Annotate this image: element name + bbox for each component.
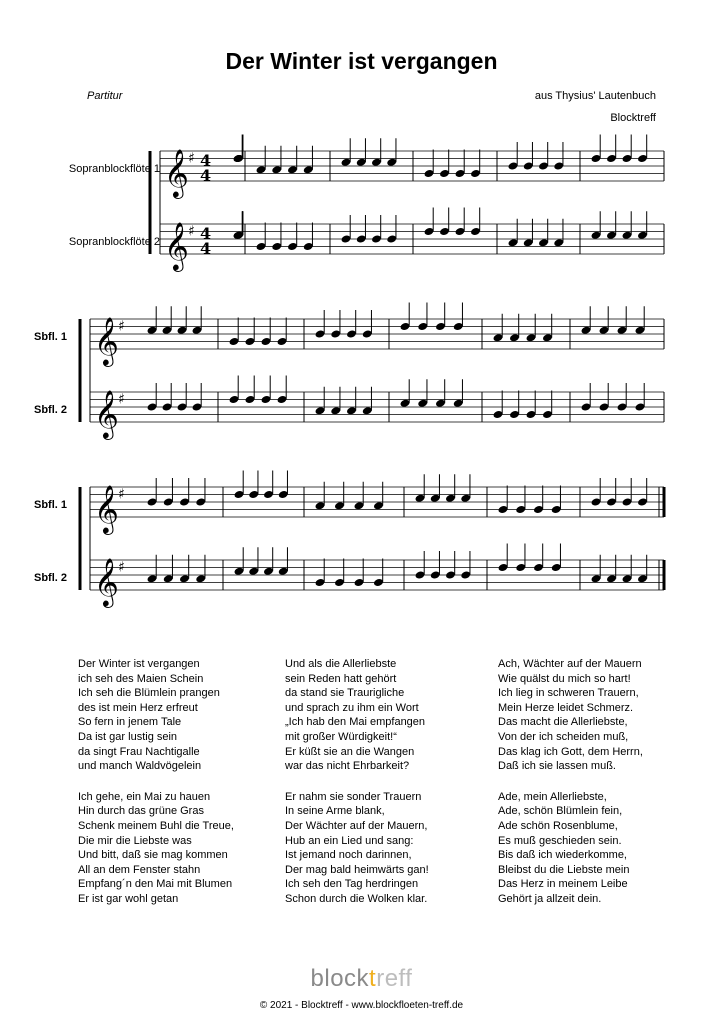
instrument-label: Sopranblockflöte 1 bbox=[68, 163, 160, 175]
time-signature: 4 bbox=[200, 151, 212, 170]
lyric-line: da stand sie Traurigliche bbox=[285, 687, 405, 700]
lyric-line: Bleibst du die Liebste mein bbox=[498, 863, 630, 876]
instrument-label: Sbfl. 1 bbox=[33, 331, 67, 343]
lyrics-stanza bbox=[498, 790, 643, 907]
lyric-line: Gehört ja allzeit dein. bbox=[498, 892, 602, 905]
time-signature: 4 bbox=[200, 166, 212, 185]
treble-clef: 𝄞 bbox=[94, 484, 119, 533]
lyric-line: Ach, Wächter auf der Mauern bbox=[498, 658, 642, 670]
lyric-line: Mein Herze leidet Schmerz. bbox=[498, 701, 634, 714]
lyrics-stanza bbox=[78, 790, 234, 907]
lyric-line: Schenk meinem Buhl die Treue, bbox=[78, 819, 234, 832]
lyric-line: Hub an ein Lied und sang: bbox=[285, 834, 414, 847]
sharp-sign: ♯ bbox=[118, 391, 125, 408]
lyric-line: Ich lieg in schweren Trauern, bbox=[498, 687, 639, 700]
treble-clef: 𝄞 bbox=[94, 316, 119, 365]
sharp-sign: ♯ bbox=[118, 559, 125, 576]
lyric-line: Wie quälst du mich so hart! bbox=[498, 672, 631, 685]
instrument-label: Sbfl. 2 bbox=[33, 404, 67, 416]
lyric-line: Es muß geschieden sein. bbox=[498, 834, 622, 847]
lyric-line: Das Herz in meinem Leibe bbox=[498, 878, 628, 891]
lyrics-stanza bbox=[498, 657, 643, 774]
lyric-line: da singt Frau Nachtigalle bbox=[78, 745, 200, 758]
lyric-line: war das nicht Ehrbarkeit? bbox=[285, 760, 410, 773]
lyric-line: In seine Arme blank, bbox=[285, 805, 385, 818]
blocktreff-logo: blocktreff bbox=[310, 965, 413, 992]
lyric-line: Das klag ich Gott, dem Herrn, bbox=[498, 745, 643, 758]
lyric-line: Er küßt sie an die Wangen bbox=[285, 745, 415, 758]
treble-clef: 𝄞 bbox=[94, 557, 119, 606]
sharp-sign: ♯ bbox=[188, 150, 195, 167]
lyrics-stanza bbox=[78, 657, 234, 774]
lyric-line: Ist jemand noch darinnen, bbox=[285, 849, 412, 862]
page-title: Der Winter ist vergangen bbox=[225, 48, 498, 74]
lyric-line: und sprach zu ihm ein Wort bbox=[285, 701, 419, 714]
lyric-line: So fern in jenem Tale bbox=[78, 716, 182, 729]
lyric-line: ich seh des Maien Schein bbox=[78, 672, 204, 685]
lyric-line: Schon durch die Wolken klar. bbox=[285, 892, 428, 905]
lyrics-stanza bbox=[285, 657, 429, 774]
lyric-line: Empfang´n den Mai mit Blumen bbox=[78, 878, 233, 891]
lyric-line: All an dem Fenster stahn bbox=[78, 863, 201, 876]
lyrics-column-1 bbox=[78, 657, 234, 923]
lyric-line: Da ist gar lustig sein bbox=[78, 730, 178, 743]
lyric-line: Ich seh den Tag herdringen bbox=[285, 878, 419, 891]
lyric-line: Ade, mein Allerliebste, bbox=[498, 790, 607, 803]
lyric-line: Bis daß ich wiederkomme, bbox=[498, 849, 627, 862]
lyric-line: Der Wächter auf der Mauern, bbox=[285, 819, 428, 832]
lyric-line: Die mir die Liebste was bbox=[78, 834, 192, 847]
treble-clef: 𝄞 bbox=[164, 221, 189, 270]
lyric-line: des ist mein Herz erfreut bbox=[78, 701, 198, 714]
lyrics-stanza bbox=[285, 790, 429, 907]
sharp-sign: ♯ bbox=[188, 223, 195, 240]
lyric-line: Ich seh die Blümlein prangen bbox=[78, 687, 220, 700]
lyric-line: Daß ich sie lassen muß. bbox=[498, 760, 616, 773]
score-subtitle: Partitur bbox=[87, 90, 123, 102]
lyric-line: Er ist gar wohl getan bbox=[78, 892, 179, 905]
lyric-line: Und bitt, daß sie mag kommen bbox=[78, 849, 228, 862]
lyric-line: Ade schön Rosenblume, bbox=[498, 819, 618, 832]
lyrics-column-3 bbox=[498, 657, 643, 923]
lyric-line: Der mag bald heimwärts gan! bbox=[285, 863, 429, 876]
lyric-line: und manch Waldvögelein bbox=[78, 760, 202, 773]
arranger-credit: Blocktreff bbox=[610, 112, 656, 124]
page-footer: © 2021 - Blocktreff - www.blockfloeten-treff.de bbox=[259, 1000, 464, 1011]
treble-clef: 𝄞 bbox=[94, 389, 119, 438]
lyric-line: Ade, schön Blümlein fein, bbox=[498, 805, 623, 818]
instrument-label: Sbfl. 2 bbox=[33, 572, 67, 584]
lyric-line: Hin durch das grüne Gras bbox=[78, 805, 204, 818]
lyric-line: sein Reden hatt gehört bbox=[285, 672, 397, 685]
time-signature: 4 bbox=[200, 239, 212, 258]
lyric-line: mit großer Würdigkeit!“ bbox=[285, 730, 397, 743]
treble-clef: 𝄞 bbox=[164, 148, 189, 197]
sharp-sign: ♯ bbox=[118, 318, 125, 335]
lyric-line: Das macht die Allerliebste, bbox=[498, 716, 628, 729]
sharp-sign: ♯ bbox=[118, 486, 125, 503]
source-credit: aus Thysius' Lautenbuch bbox=[534, 90, 656, 102]
lyric-line: „Ich hab den Mai empfangen bbox=[285, 716, 426, 729]
instrument-label: Sbfl. 1 bbox=[33, 499, 67, 511]
time-signature: 4 bbox=[200, 224, 212, 243]
lyric-line: Er nahm sie sonder Trauern bbox=[285, 790, 422, 803]
lyrics-column-2 bbox=[285, 657, 429, 923]
lyric-line: Ich gehe, ein Mai zu hauen bbox=[78, 790, 211, 803]
lyric-line: Von der ich scheiden muß, bbox=[498, 730, 629, 743]
instrument-label: Sopranblockflöte 2 bbox=[68, 236, 160, 248]
lyric-line: Und als die Allerliebste bbox=[285, 658, 397, 670]
lyric-line: Der Winter ist vergangen bbox=[78, 658, 200, 670]
